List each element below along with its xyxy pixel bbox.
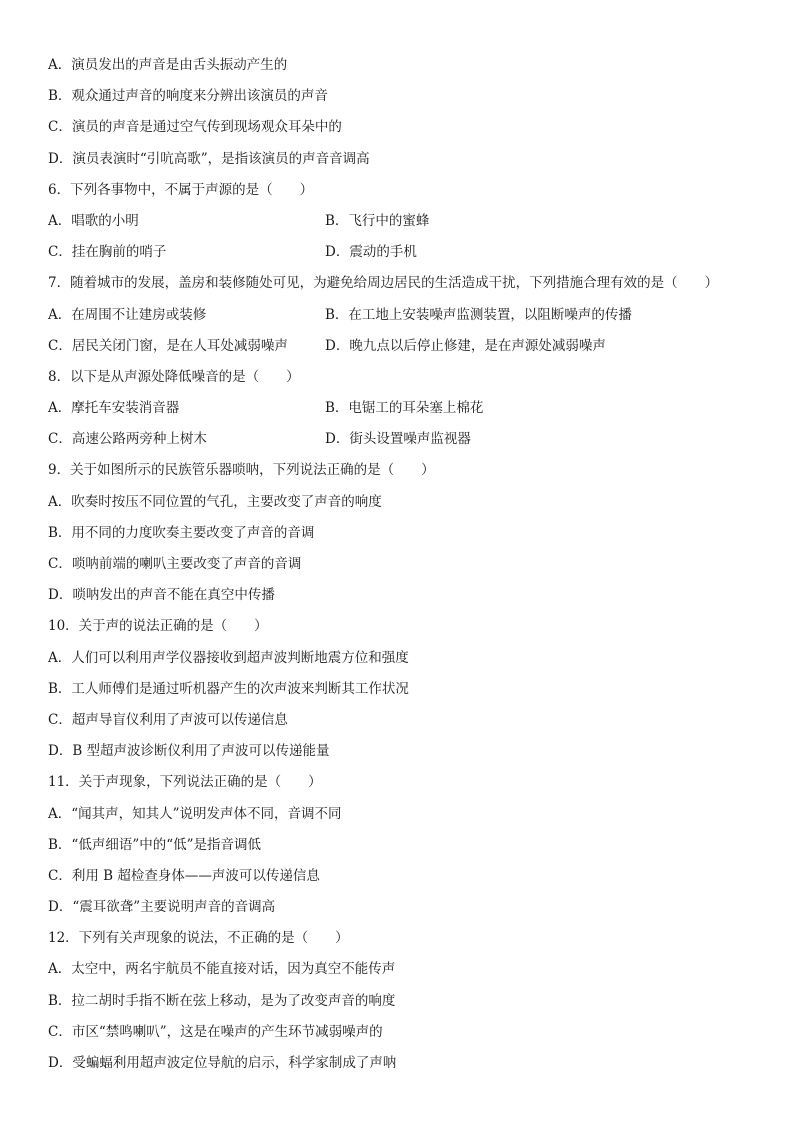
option-left: A．唱歌的小明 (48, 212, 139, 229)
option-line: A．人们可以利用声学仪器接收到超声波判断地震方位和强度 (48, 649, 409, 666)
option-line: D．B 型超声波诊断仪利用了声波可以传递能量 (48, 743, 330, 760)
option-line: A．演员发出的声音是由舌头振动产生的 (48, 57, 288, 73)
question-stem-9: 9．关于如图所示的民族管乐器唢呐，下列说法正确的是（ ） (48, 462, 435, 479)
option-line: B．观众通过声音的响度来分辨出该演员的声音 (48, 88, 328, 105)
option-line: D．“震耳欲聋”主要说明声音的音调高 (48, 899, 276, 916)
option-left: A．摩托车安装消音器 (48, 400, 180, 417)
option-line: C．利用 B 超检查身体——声波可以传递信息 (48, 867, 320, 884)
option-left: C．高速公路两旁种上树木 (48, 431, 207, 448)
option-line: B．工人师傅们是通过听机器产生的次声波来判断其工作状况 (48, 680, 409, 697)
option-line: D．唢呐发出的声音不能在真空中传播 (48, 587, 275, 604)
document-page (48, 52, 748, 1081)
option-line: A．太空中，两名宇航员不能直接对话，因为真空不能传声 (48, 961, 396, 978)
option-right: B．飞行中的蜜蜂 (325, 212, 430, 229)
option-left: A．在周围不让建房或装修 (48, 306, 207, 323)
option-left: C．挂在胸前的哨子 (48, 244, 167, 261)
option-line: C．演员的声音是通过空气传到现场观众耳朵中的 (48, 119, 342, 136)
option-line: B．“低声细语”中的“低”是指音调低 (48, 836, 262, 853)
option-right: B．电锯工的耳朵塞上棉花 (325, 400, 484, 417)
option-line: C．市区“禁鸣喇叭”，这是在噪声的产生环节减弱噪声的 (48, 1023, 383, 1040)
question-stem-10: 10．关于声的说法正确的是（ ） (48, 618, 268, 635)
option-right: D．街头设置噪声监视器 (325, 431, 471, 448)
question-stem-8: 8．以下是从声源处降低噪音的是（ ） (48, 368, 300, 385)
option-line: C．唢呐前端的喇叭主要改变了声音的音调 (48, 556, 302, 572)
question-stem-7: 7．随着城市的发展，盖房和装修随处可见，为避免给周边居民的生活造成干扰，下列措施合理有效的是（ ） (48, 275, 719, 292)
option-pair (48, 208, 748, 239)
option-line: A．吹奏时按压不同位置的气孔，主要改变了声音的响度 (48, 493, 382, 510)
option-line: B．用不同的力度吹奏主要改变了声音的音调 (48, 524, 315, 541)
option-pair (48, 426, 748, 457)
question-stem-11: 11．关于声现象，下列说法正确的是（ ） (48, 774, 322, 791)
option-pair (48, 239, 748, 270)
option-pair (48, 395, 748, 426)
option-line: C．超声导盲仪利用了声波可以传递信息 (48, 711, 288, 728)
option-pair (48, 333, 748, 364)
option-pair (48, 302, 748, 333)
option-right: D．晚九点以后停止修建，是在声源处减弱噪声 (325, 337, 606, 354)
question-stem-12: 12．下列有关声现象的说法，不正确的是（ ） (48, 930, 349, 947)
option-line: A．“闻其声，知其人”说明发声体不同，音调不同 (48, 805, 342, 822)
option-line: D．演员表演时“引吭高歌”，是指该演员的声音音调高 (48, 150, 370, 167)
option-right: B．在工地上安装噪声监测装置，以阻断噪声的传播 (325, 306, 632, 323)
option-line: D．受蝙蝠利用超声波定位导航的启示，科学家制成了声呐 (48, 1055, 397, 1071)
option-left: C．居民关闭门窗，是在人耳处减弱噪声 (48, 337, 288, 354)
option-line: B．拉二胡时手指不断在弦上移动，是为了改变声音的响度 (48, 992, 396, 1009)
question-stem-6: 6．下列各事物中，不属于声源的是（ ） (48, 181, 314, 198)
option-right: D．震动的手机 (325, 244, 417, 261)
